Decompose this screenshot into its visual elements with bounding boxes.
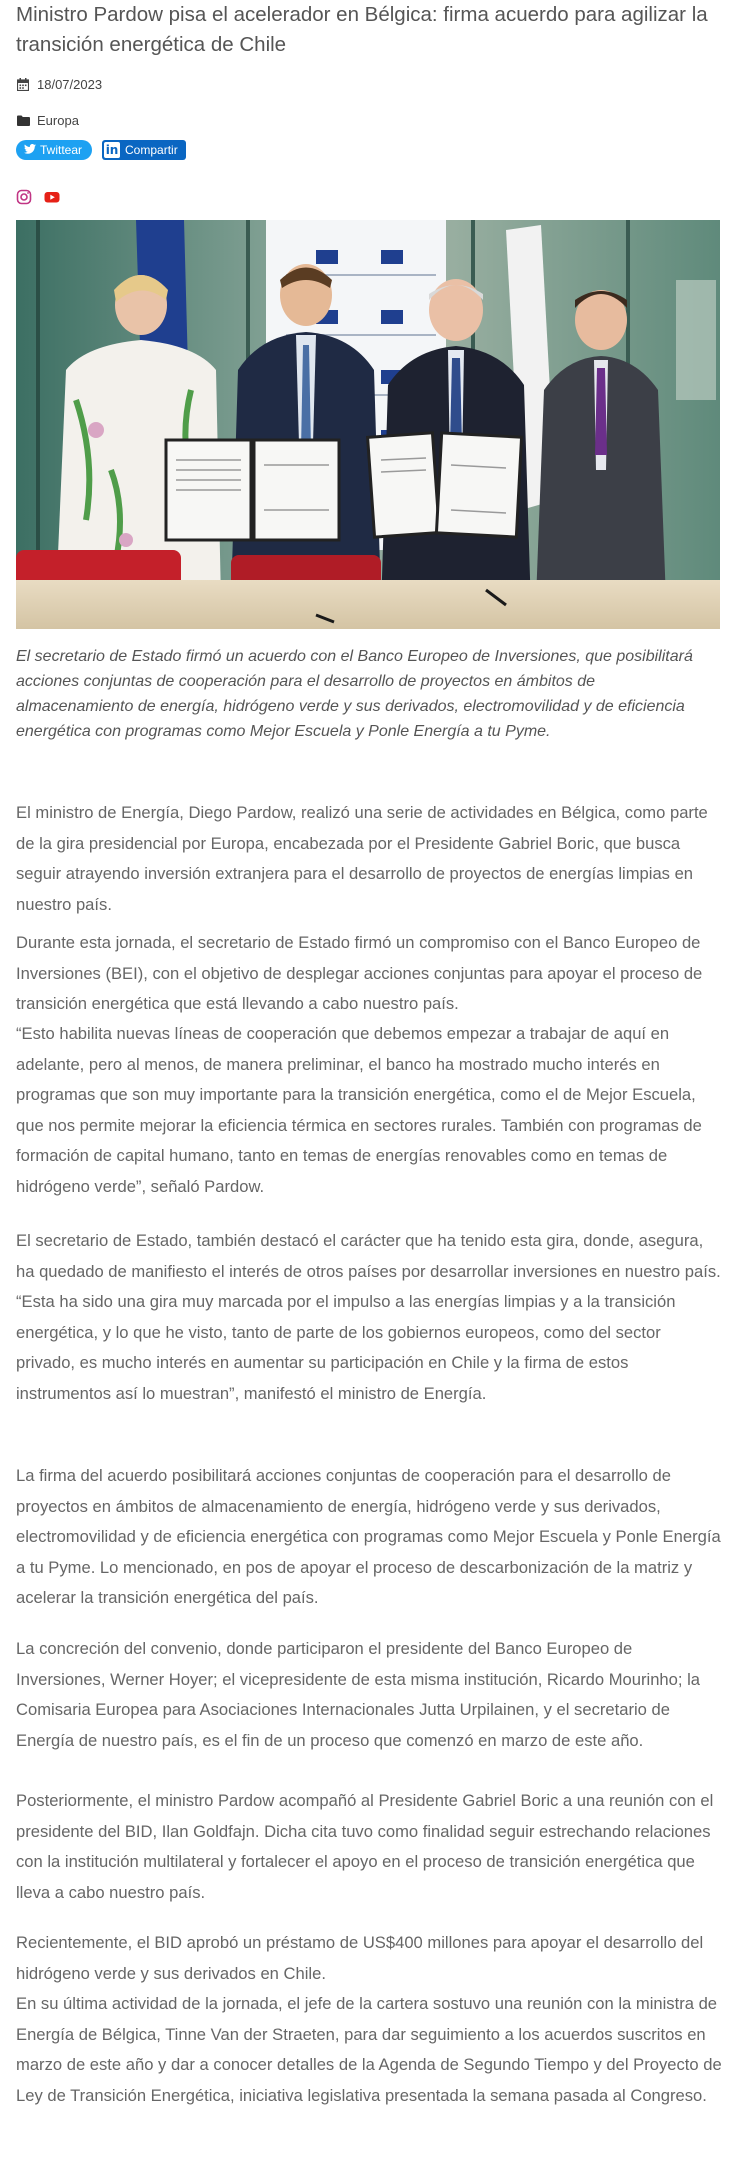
folder-icon: [16, 113, 30, 127]
twitter-share-button[interactable]: [16, 140, 92, 160]
twitter-share-label: Twittear: [40, 143, 83, 157]
body-paragraph: Durante esta jornada, el secretario de Estado firmó un compromiso con el Banco Europeo de Inversiones (BEI), con el objetivo de desplegar acciones conjuntas para apoyar el proceso de transición energética que está llevando a cabo nuestro país.: [16, 933, 703, 1013]
linkedin-share-label: Compartir: [125, 143, 178, 157]
signing-ceremony-illustration: [16, 220, 720, 629]
body-paragraph: En su última actividad de la jornada, el jefe de la cartera sostuvo una reunión con la ministra de Energía de Bélgica, Tinne Van der Straeten, para dar seguimiento a los acuerdos suscritos en marzo de este año y dar a conocer detalles de la Agenda de Segundo Tiempo y del Proyecto de Ley de Transición Energética, iniciativa legislativa presentada la semana pasada al Congreso.: [16, 1994, 722, 2105]
share-buttons: [16, 140, 186, 160]
body-paragraph: El ministro de Energía, Diego Pardow, realizó una serie de actividades en Bélgica, como parte de la gira presidencial por Europa, encabezada por el Presidente Gabriel Boric, que busca seguir atrayendo inversión extranjera para el desarrollo de proyectos de energías limpias en nuestro país.: [16, 803, 708, 914]
body-paragraph: Posteriormente, el ministro Pardow acompañó al Presidente Gabriel Boric a una reunión con el presidente del BID, Ilan Goldfajn. Dicha cita tuvo como finalidad seguir estrechando relaciones con la institución multilateral y fortalecer el apoyo en el proceso de transición energética que lleva a cabo nuestro país.: [16, 1791, 714, 1902]
body-paragraph: El secretario de Estado, también destacó el carácter que ha tenido esta gira, donde, asegura, ha quedado de manifiesto el interés de otros países por desarrollar inversiones en nuestro país. “Esta ha sido una gira muy marcada por el impulso a las energías limpias y a la transición energética, y lo que he visto, tanto de parte de los gobiernos europeos, como del sector privado, es mucho interés en aumentar su participación en Chile y la firma de estos instrumentos así lo muestran”, manifestó el ministro de Energía.: [16, 1231, 721, 1403]
category-row: [16, 110, 79, 130]
article-photo: [16, 220, 720, 629]
youtube-icon[interactable]: [44, 189, 60, 205]
linkedin-icon: in: [105, 143, 119, 157]
article-date: 18/07/2023: [37, 76, 103, 92]
photo-caption: El secretario de Estado firmó un acuerdo con el Banco Europeo de Inversiones, que posibilitará acciones conjuntas de cooperación para el desarrollo de proyectos en ámbitos de almacenamiento de energía, hidrógeno verde y sus derivados, electromovilidad y de eficiencia energética con programas como Mejor Escuela y Ponle Energía a tu Pyme.: [16, 648, 693, 740]
date-row: [16, 74, 102, 94]
article-title: Ministro Pardow pisa el acelerador en Bélgica: firma acuerdo para agilizar la transición energética de Chile: [16, 3, 708, 56]
body-paragraph: “Esto habilita nuevas líneas de cooperación que debemos empezar a trabajar de aquí en adelante, pero al menos, de manera preliminar, el banco ha mostrado mucho interés en programas que son muy importante para la transición energética, como el de Mejor Escuela, que nos permite mejorar la eficiencia térmica en sectores rurales. También con programas de formación de capital humano, tanto en temas de energías renovables como en temas de hidrógeno verde”, señaló Pardow.: [16, 1024, 702, 1196]
instagram-icon[interactable]: [16, 189, 32, 205]
linkedin-share-button[interactable]: [102, 140, 186, 160]
calendar-icon: [16, 77, 30, 91]
body-paragraph: La firma del acuerdo posibilitará acciones conjuntas de cooperación para el desarrollo de proyectos en ámbitos de almacenamiento de energía, hidrógeno verde y sus derivados, electromovilidad y de eficiencia energética con programas como Mejor Escuela y Ponle Energía a tu Pyme. Lo mencionado, en pos de apoyar el proceso de descarbonización de la matriz y acelerar la transición energética del país.: [16, 1466, 721, 1607]
twitter-bird-icon: [24, 144, 36, 157]
body-paragraph: La concreción del convenio, donde participaron el presidente del Banco Europeo de Inversiones, Werner Hoyer; el vicepresidente de esta misma institución, Ricardo Mourinho; la Comisaria Europea para Asociaciones Internacionales Jutta Urpilainen, y el secretario de Energía de nuestro país, es el fin de un proceso que comenzó en marzo de este año.: [16, 1639, 701, 1750]
article-category[interactable]: Europa: [37, 112, 79, 128]
body-paragraph: Recientemente, el BID aprobó un préstamo de US$400 millones para apoyar el desarrollo del hidrógeno verde y sus derivados en Chile.: [16, 1933, 704, 1983]
social-links: [16, 189, 60, 205]
